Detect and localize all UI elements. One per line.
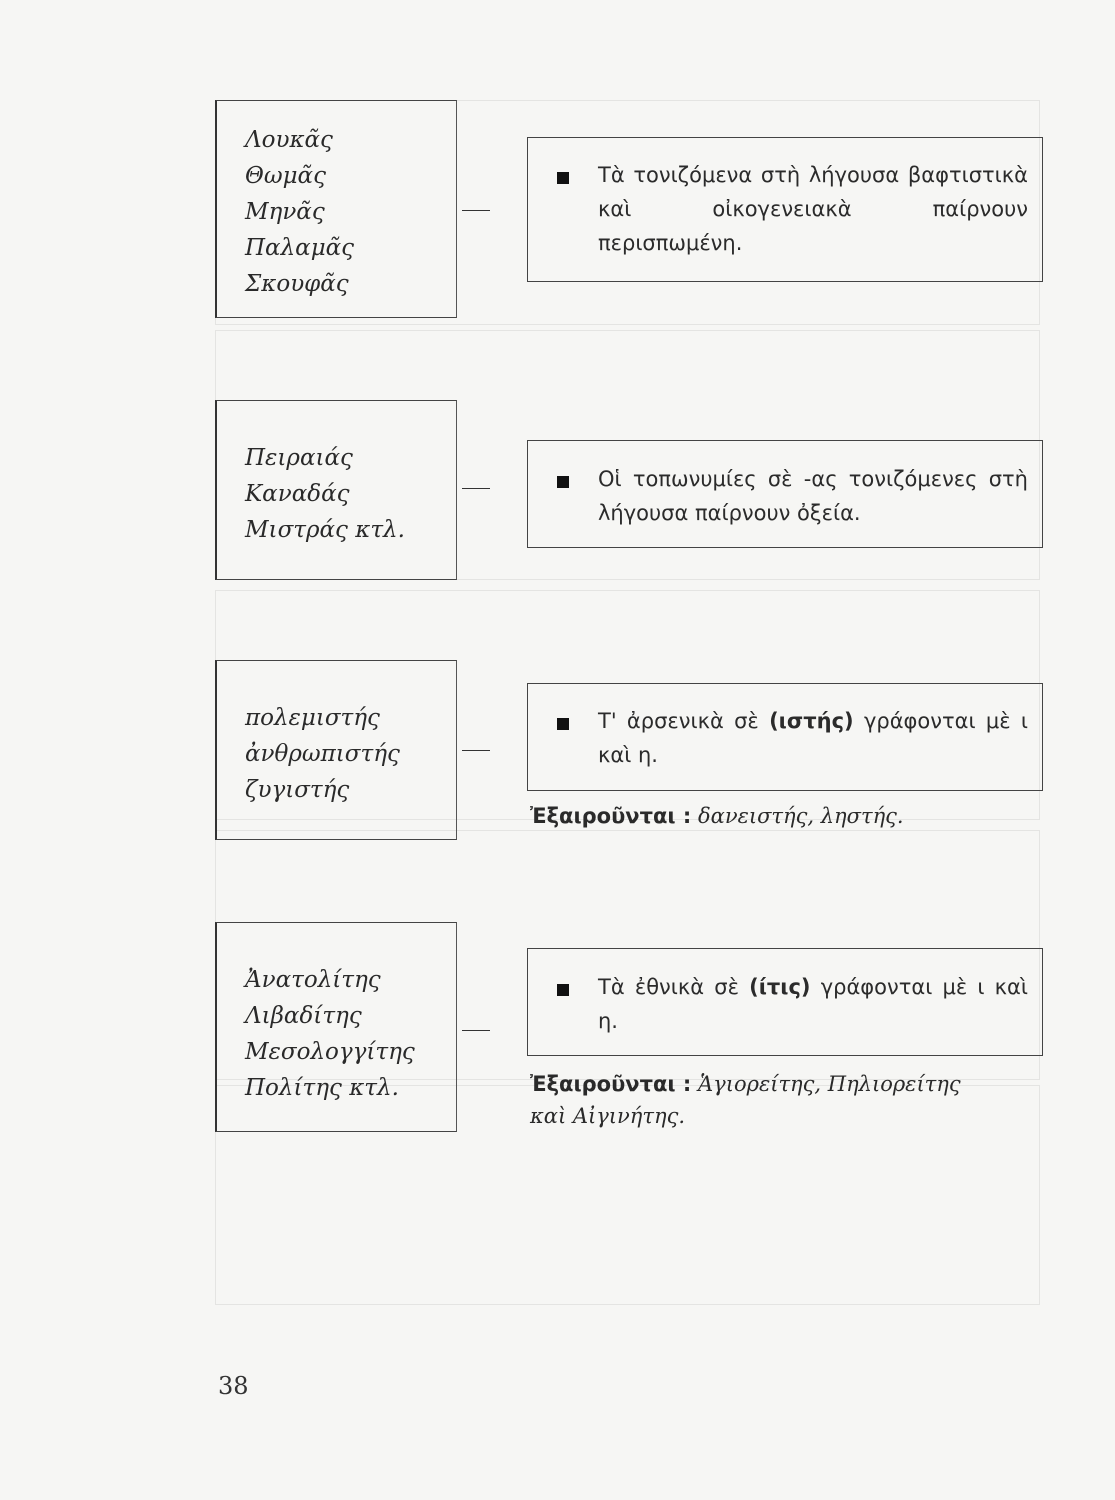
- word: Πειραιάς: [245, 445, 353, 471]
- connector-dash-2: [462, 488, 490, 489]
- word: Λιβαδίτης: [245, 1003, 362, 1029]
- connector-dash-3: [462, 750, 490, 751]
- exception-line-4: [530, 1068, 961, 1100]
- exception-words: Ἁγιορείτης, Πηλιορείτης: [698, 1072, 961, 1096]
- rule-suffix: γράφονται μὲ ι καὶ η.: [598, 975, 1028, 1033]
- exception-words-continued: καὶ Αἰγινήτης.: [530, 1104, 686, 1128]
- rule-text-4: [598, 970, 1028, 1038]
- exception-label: Ἐξαιροῦνται :: [530, 1072, 692, 1096]
- rule-prefix: Τ' ἀρσενικὰ σὲ: [598, 709, 759, 733]
- word-list-1: [245, 122, 354, 302]
- rule-text-3: [598, 704, 1028, 772]
- word: Παλαμᾶς: [245, 235, 355, 261]
- word: Θωμᾶς: [245, 163, 326, 189]
- word: ἀνθρωπιστής: [245, 741, 400, 767]
- word: Μηνᾶς: [245, 199, 325, 225]
- exception-line-4b: [530, 1100, 685, 1132]
- word: Σκουφᾶς: [245, 271, 349, 297]
- word: Μιστράς κτλ.: [245, 517, 405, 543]
- bullet-icon: [557, 718, 569, 730]
- rule-prefix: Τὰ ἐθνικὰ σὲ: [598, 975, 739, 999]
- word: Μεσολογγίτης: [245, 1039, 415, 1065]
- rule-ending: (ίτις): [749, 975, 811, 999]
- connector-dash-4: [462, 1030, 490, 1031]
- word: ζυγιστής: [245, 777, 350, 803]
- word: πολεμιστής: [245, 705, 380, 731]
- rule-suffix: γράφονται μὲ ι καὶ η.: [598, 709, 1028, 767]
- word-list-2: [245, 440, 405, 548]
- bullet-icon: [557, 476, 569, 488]
- exception-line-3: [530, 800, 904, 832]
- exception-words: δανειστής, ληστής.: [698, 804, 904, 828]
- bullet-icon: [557, 984, 569, 996]
- rule-text-2: Οἱ τοπωνυμίες σὲ -ας τονιζόμενες στὴ λήγουσα παίρνουν ὀξεία.: [598, 467, 1028, 525]
- connector-dash-1: [462, 210, 490, 211]
- word: Καναδάς: [245, 481, 350, 507]
- rule-ending: (ιστής): [769, 709, 854, 733]
- rule-text-1: Τὰ τονιζόμενα στὴ λήγουσα βαφτιστικὰ καὶ οἰκογενειακὰ παίρνουν περισπωμένη.: [598, 163, 1028, 255]
- exception-label: Ἐξαιροῦνται :: [530, 804, 692, 828]
- bullet-icon: [557, 172, 569, 184]
- word: Ἀνατολίτης: [245, 967, 381, 993]
- word: Λουκᾶς: [245, 127, 333, 153]
- word-list-3: [245, 700, 400, 808]
- word: Πολίτης κτλ.: [245, 1075, 399, 1101]
- word-list-4: [245, 962, 415, 1106]
- page-number: 38: [218, 1372, 249, 1400]
